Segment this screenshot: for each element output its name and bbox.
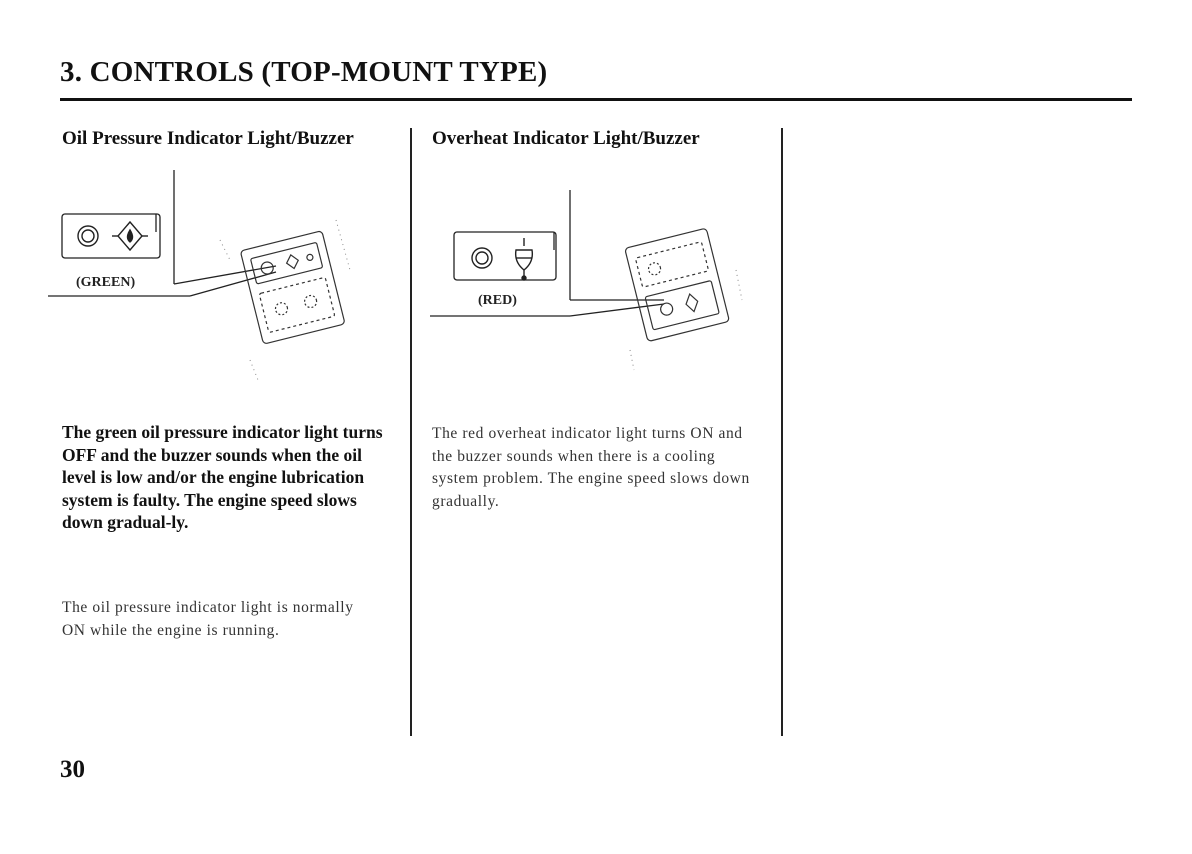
green-label: (GREEN) [76,275,136,290]
title-divider [60,98,1132,101]
overheat-control-box-sketch [625,228,730,341]
oil-pressure-figure [40,160,380,390]
oil-pressure-heading: Oil Pressure Indicator Light/Buzzer [62,128,354,149]
oil-pressure-description: The green oil pressure indicator light turns OFF and the buzzer sounds when the oil level is low and/or the engine lubrication system is faulty. The engine speed slows down gradual-ly. [62,422,383,532]
oil-pressure-note: The oil pressure indicator light is normally ON while the engine is running. [62,599,354,639]
overheat-description: The red overheat indicator light turns ON and the buzzer sounds when there is a cooling system problem. The engine speed slows down gradually. [432,425,750,510]
oil-drop-icon [112,222,148,250]
overheat-figure [420,180,760,380]
page-number: 30 [60,756,85,783]
column-divider-left [410,128,412,736]
overheat-heading: Overheat Indicator Light/Buzzer [432,128,700,149]
indicator-lamp-icon [78,226,98,246]
column-divider-right [781,128,783,736]
overheat-lamp-icon [472,248,492,268]
page-title: 3. CONTROLS (TOP-MOUNT TYPE) [60,56,548,88]
red-label: (RED) [478,293,517,308]
thermometer-icon [516,238,533,280]
control-box-sketch [240,231,345,344]
